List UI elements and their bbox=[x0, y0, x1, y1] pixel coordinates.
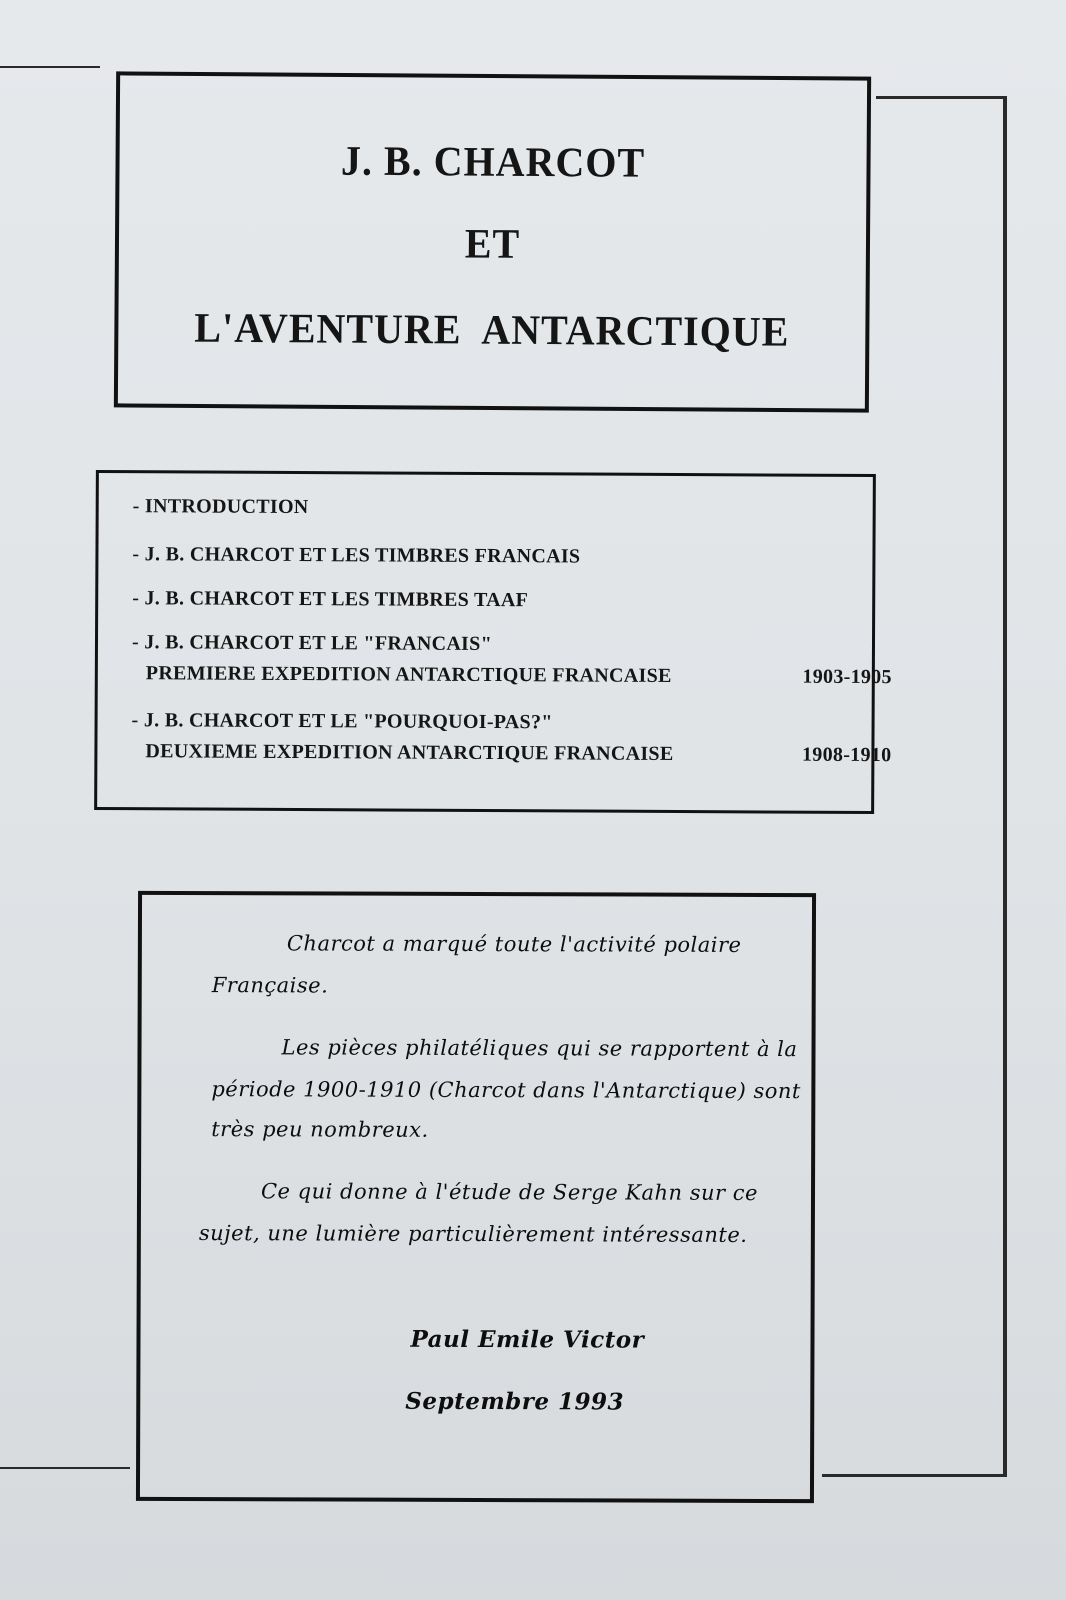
page-edge-line-right bbox=[1003, 96, 1007, 1476]
contents-item bbox=[131, 709, 892, 767]
page-edge-line-bottom-right bbox=[822, 1474, 1007, 1477]
page-edge-line-top-right bbox=[876, 96, 1006, 99]
expedition-years: 1908-1910 bbox=[801, 743, 892, 767]
contents-item bbox=[133, 495, 833, 522]
contents-item-label: - J. B. CHARCOT ET LE "POURQUOI-PAS?" bbox=[131, 709, 553, 734]
note-line: très peu nombreux. bbox=[211, 1117, 429, 1142]
contents-item-label: - J. B. CHARCOT ET LE "FRANCAIS" bbox=[131, 631, 493, 656]
title-line-1: J. B. CHARCOT bbox=[340, 136, 646, 187]
signature: Paul Emile Victor bbox=[410, 1325, 645, 1354]
note-line: Française. bbox=[211, 973, 329, 998]
contents-item-subtitle bbox=[132, 662, 892, 689]
page-edge-line-bottom-left bbox=[0, 1467, 130, 1469]
title-box bbox=[114, 71, 871, 412]
expedition-name: PREMIERE EXPEDITION ANTARCTIQUE FRANCAISE bbox=[145, 662, 672, 687]
note-line: sujet, une lumière particulièrement intéressante. bbox=[198, 1221, 748, 1247]
note-line: période 1900-1910 (Charcot dans l'Antarctique) sont bbox=[211, 1077, 801, 1104]
contents-item bbox=[131, 631, 892, 689]
note-line: Charcot a marqué toute l'activité polaire bbox=[286, 931, 742, 957]
handwritten-note-box bbox=[136, 891, 816, 1503]
title-line-2: ET bbox=[464, 219, 521, 268]
contents-item-label: - J. B. CHARCOT ET LES TIMBRES TAAF bbox=[132, 587, 529, 612]
page-edge-line-top-left bbox=[0, 66, 100, 68]
note-line: Ce qui donne à l'étude de Serge Kahn sur ce bbox=[260, 1179, 759, 1205]
expedition-name: DEUXIEME EXPEDITION ANTARCTIQUE FRANCAISE bbox=[145, 740, 674, 765]
contents-box bbox=[94, 470, 892, 814]
contents-item-label: - INTRODUCTION bbox=[132, 495, 309, 519]
contents-item bbox=[132, 543, 832, 570]
title-line-3: L'AVENTURE ANTARCTIQUE bbox=[194, 303, 790, 356]
signature-date: Septembre 1993 bbox=[405, 1387, 625, 1416]
contents-item-subtitle bbox=[131, 740, 892, 767]
contents-item-label: - J. B. CHARCOT ET LES TIMBRES FRANCAIS bbox=[132, 543, 581, 568]
contents-item bbox=[132, 587, 832, 614]
expedition-years: 1903-1905 bbox=[802, 665, 892, 689]
note-line: Les pièces philatéliques qui se rapportent à la bbox=[281, 1035, 798, 1062]
